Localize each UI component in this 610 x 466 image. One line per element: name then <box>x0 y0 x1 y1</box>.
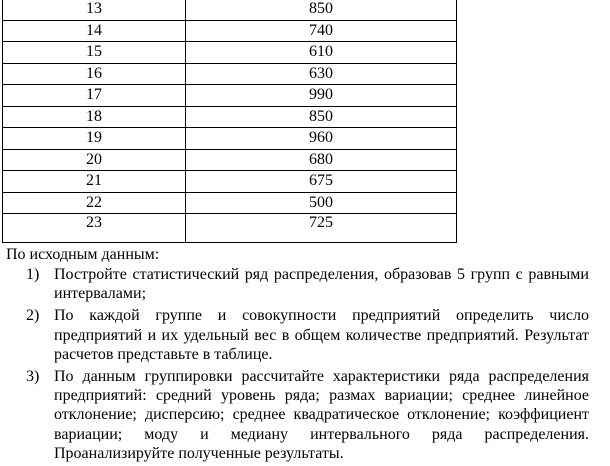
row-value-cell: 725 <box>186 214 457 243</box>
table-row <box>3 149 457 171</box>
row-value-cell: 500 <box>186 192 457 214</box>
task-item <box>26 265 589 303</box>
task-number: 3) <box>26 368 40 386</box>
data-table <box>2 0 457 243</box>
row-value-cell: 610 <box>186 42 457 64</box>
table-row <box>3 214 457 243</box>
row-value-cell: 850 <box>186 0 457 20</box>
task-text: Постройте статистический ряд распределения, образовав 5 групп с равными интервалами; <box>54 266 589 303</box>
intro-text: По исходным данным: <box>6 246 160 263</box>
row-number-cell: 18 <box>3 106 186 128</box>
table-row <box>3 42 457 64</box>
row-value-cell: 680 <box>186 149 457 171</box>
row-number-cell: 19 <box>3 128 186 150</box>
table-row <box>3 0 457 20</box>
table-row <box>3 85 457 107</box>
task-text: По данным группировки рассчитайте характеристики ряда распределения предприятий: средний уровень ряда; размах вариации; среднее линейное отклонение; дисперсию; среднее квадратическое отклонение; коэффициент вариации; моду и медиану интервального ряда распределения. Проанализируйте полученные результаты. <box>54 368 589 462</box>
row-value-cell: 990 <box>186 85 457 107</box>
table-row <box>3 20 457 42</box>
task-list <box>26 265 589 466</box>
row-value-cell: 960 <box>186 128 457 150</box>
row-number-cell: 23 <box>3 214 186 243</box>
row-number-cell: 13 <box>3 0 186 20</box>
row-value-cell: 630 <box>186 63 457 85</box>
task-item <box>26 306 589 364</box>
task-number: 1) <box>26 266 40 283</box>
row-number-cell: 17 <box>3 85 186 107</box>
table-row <box>3 171 457 193</box>
row-number-cell: 16 <box>3 63 186 85</box>
row-number-cell: 20 <box>3 149 186 171</box>
table-row <box>3 128 457 150</box>
task-text: По каждой группе и совокупности предприятий определить число предприятий и их удельный вес в общем количестве предприятий. Результат расчетов представьте в таблице. <box>54 307 589 363</box>
row-number-cell: 15 <box>3 42 186 64</box>
row-value-cell: 675 <box>186 171 457 193</box>
table-row <box>3 63 457 85</box>
task-item <box>26 367 589 463</box>
task-number: 2) <box>26 307 40 325</box>
row-value-cell: 740 <box>186 20 457 42</box>
table-row <box>3 192 457 214</box>
table-row <box>3 106 457 128</box>
row-number-cell: 14 <box>3 20 186 42</box>
row-number-cell: 22 <box>3 192 186 214</box>
row-number-cell: 21 <box>3 171 186 193</box>
row-value-cell: 850 <box>186 106 457 128</box>
